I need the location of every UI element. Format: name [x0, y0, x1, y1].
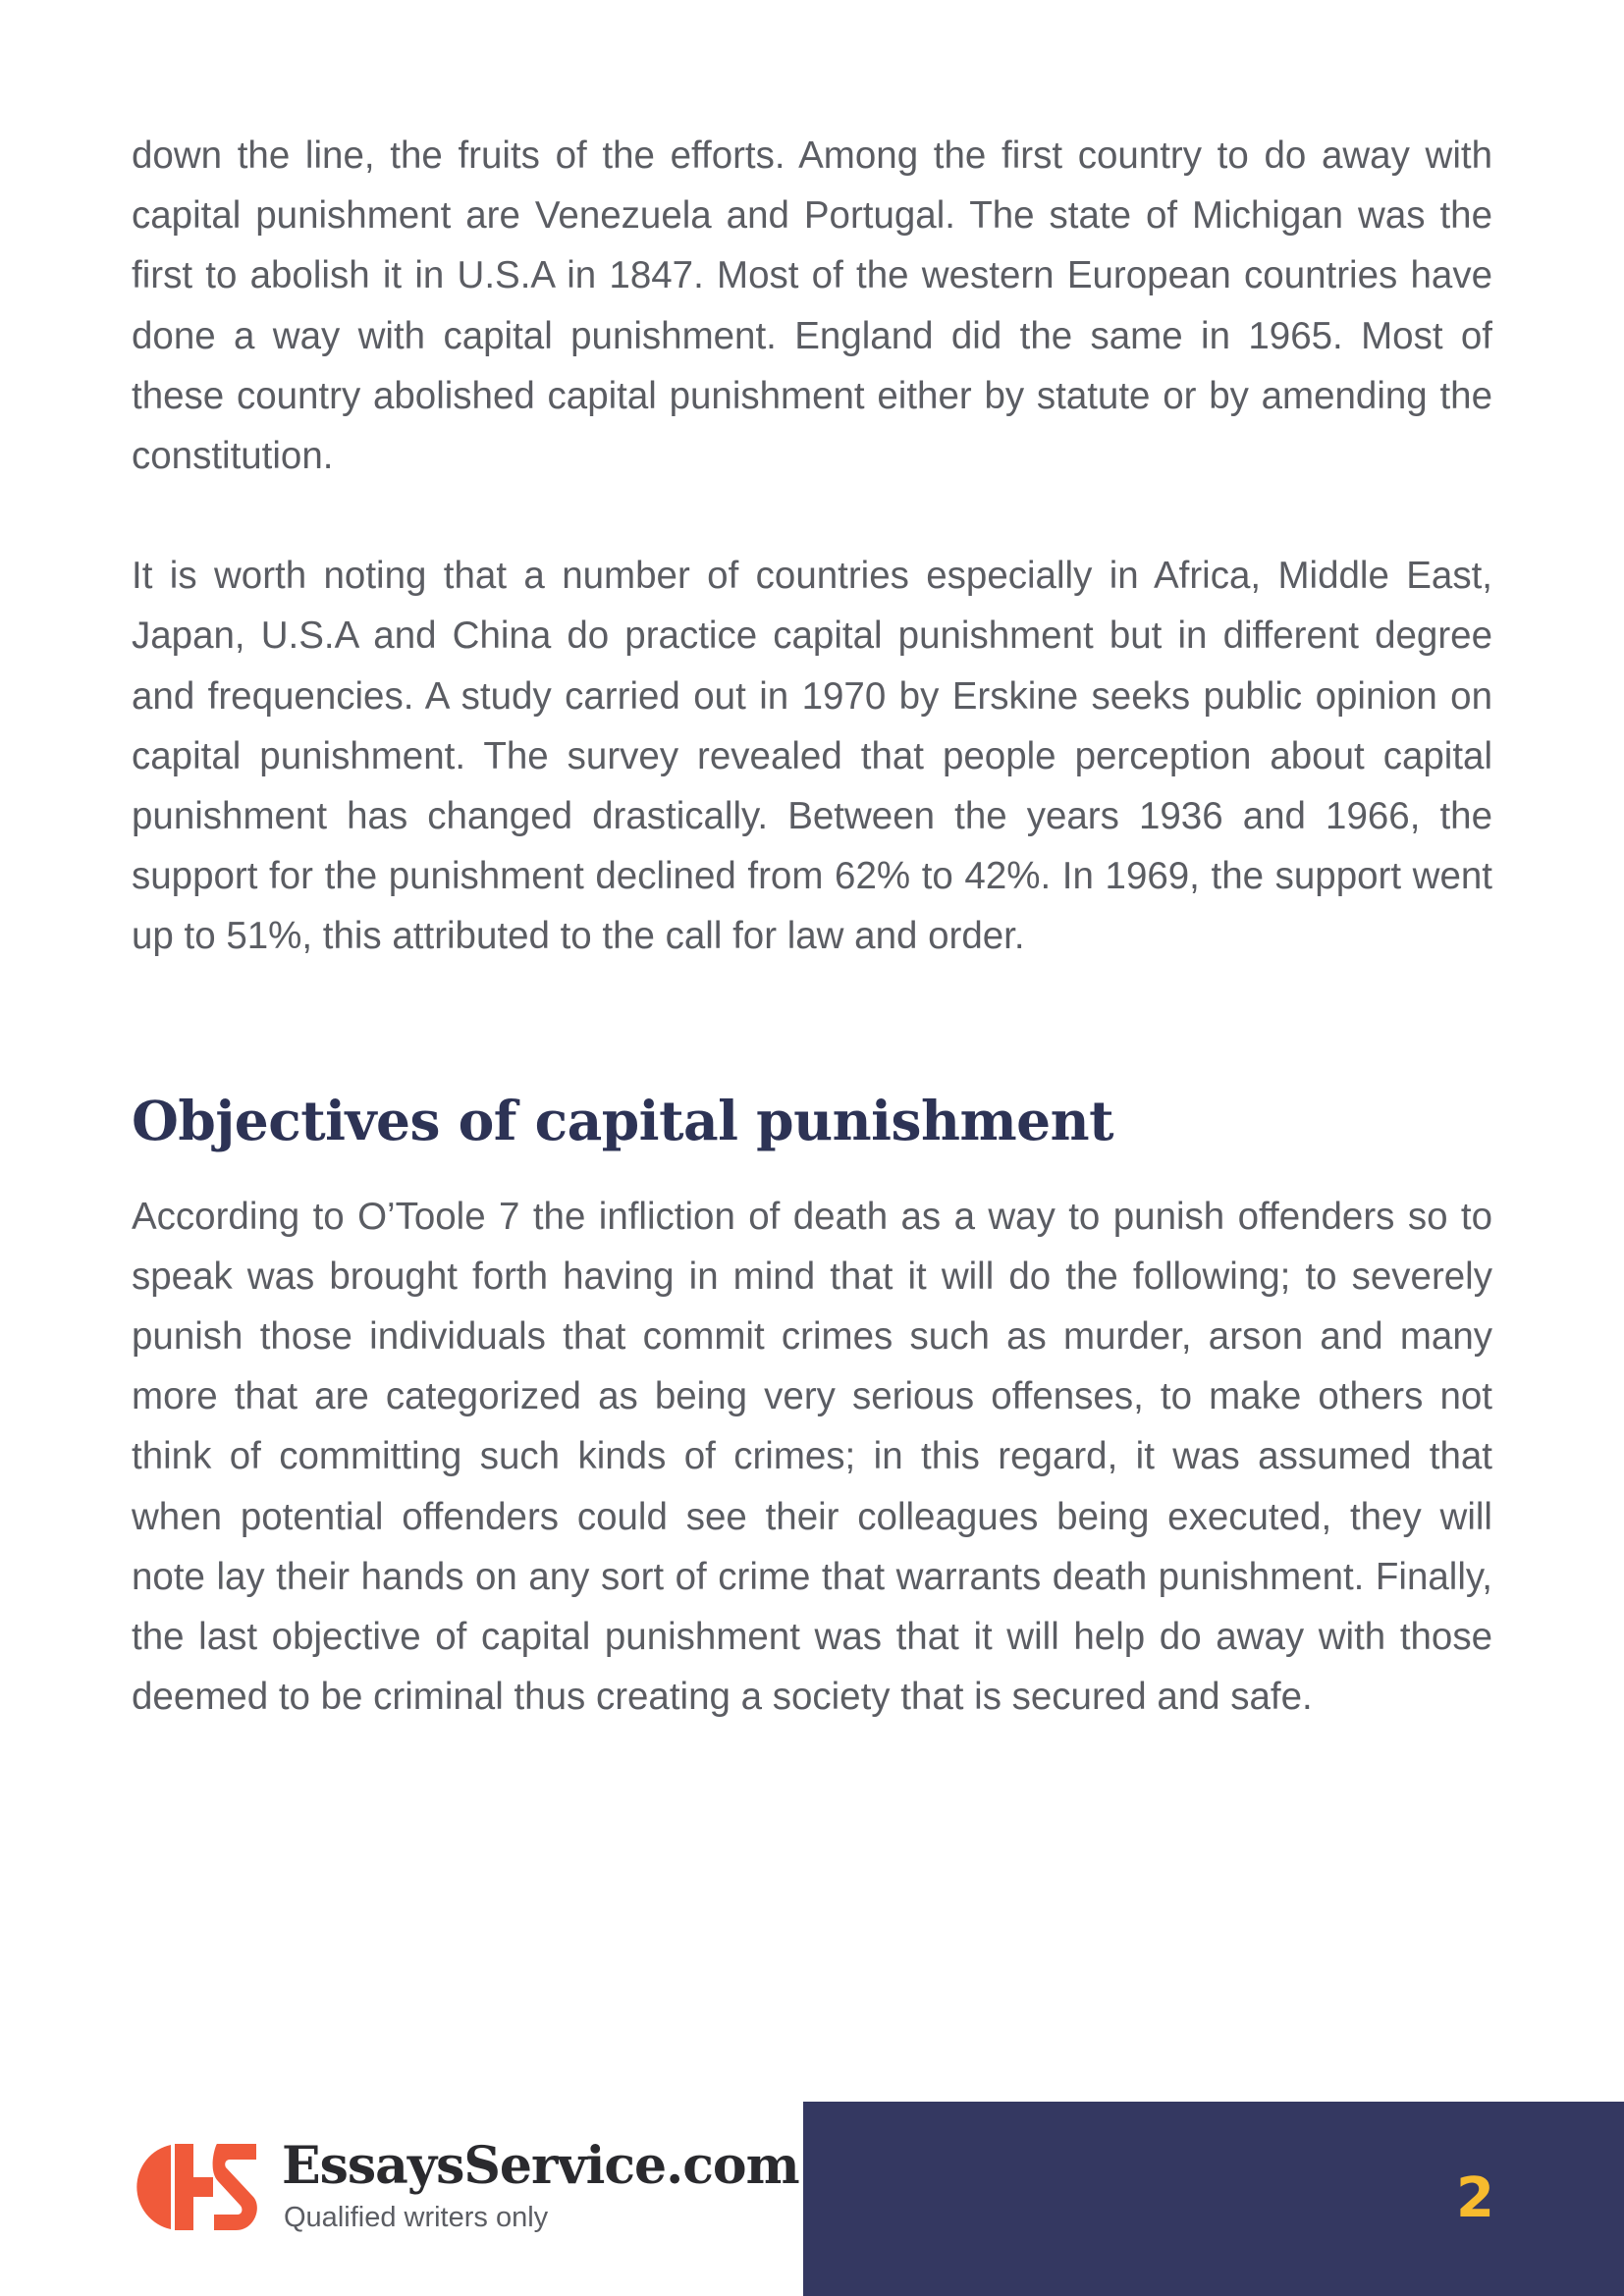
body-paragraph: down the line, the fruits of the efforts. Among the first country to do away with capital punishment are Venezuela and Portugal. The state of Michigan was the first to abolish it in U.S.A in 1847. Most of the western European countries have done a way with capital punishment. England did the same in 1965. Most of these country abolished capital punishment either by statute or by amending the constitution.	[132, 134, 1492, 478]
section-heading: Objectives of capital punishment	[132, 1088, 1114, 1152]
brand-tagline: Qualified writers only	[284, 2202, 549, 2233]
brand-name: EssaysService.com	[282, 2136, 799, 2196]
page-number: 2	[1456, 2166, 1494, 2230]
body-paragraph: It is worth noting that a number of countries especially in Africa, Middle East, Japan, U.S.A and China do practice capital punishment but in different degree and frequencies. A study carried out in 1970 by Erskine seeks public opinion on capital punishment. The survey revealed that people perception about capital punishment has changed drastically. Between the years 1936 and 1966, the support for the punishment declined from 62% to 42%. In 1969, the support went up to 51%, this attributed to the call for law and order.	[132, 555, 1492, 958]
section-body-paragraph: According to O’Toole 7 the infliction of death as a way to punish offenders so to speak was brought forth having in mind that it will do the following; to severely punish those individuals that commit crimes such as murder, arson and many more that are categorized as being very serious offenses, to make others not think of committing such kinds of crimes; in this regard, it was assumed that when potential offenders could see their colleagues being executed, they will note lay their hands on any sort of crime that warrants death punishment. Finally, the last objective of capital punishment was that it will help do away with those deemed to be criminal thus creating a society that is secured and safe.	[132, 1195, 1492, 1719]
essaysservice-logo-icon	[132, 2140, 259, 2234]
footer-band	[803, 2102, 1624, 2296]
document-page	[132, 126, 1492, 1727]
